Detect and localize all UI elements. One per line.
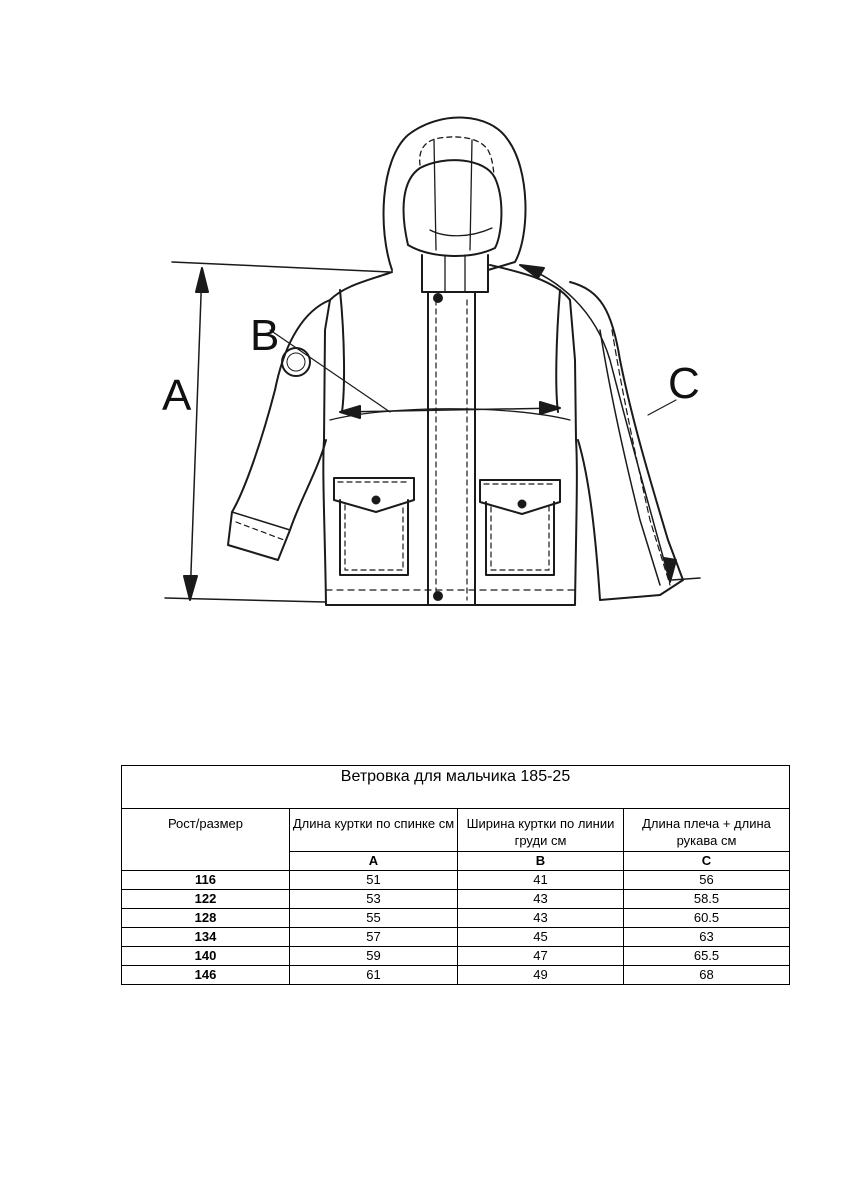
header-letter-c: C [624,852,790,871]
table-row [122,966,790,985]
value-c: 68 [624,966,790,985]
header-length-back: Длина куртки по спинке см [290,809,458,852]
value-b: 49 [458,966,624,985]
table-row [122,928,790,947]
value-c: 63 [624,928,790,947]
size-cell: 134 [122,928,290,947]
size-cell: 140 [122,947,290,966]
size-cell: 146 [122,966,290,985]
size-table [121,765,790,985]
value-b: 45 [458,928,624,947]
table-title: Ветровка для мальчика 185-25 [122,766,790,809]
value-a: 59 [290,947,458,966]
value-b: 47 [458,947,624,966]
value-c: 58.5 [624,890,790,909]
size-cell: 128 [122,909,290,928]
right-sleeve [570,282,683,600]
size-cell: 122 [122,890,290,909]
value-a: 53 [290,890,458,909]
value-a: 51 [290,871,458,890]
value-c: 56 [624,871,790,890]
table-row [122,871,790,890]
value-c: 60.5 [624,909,790,928]
value-a: 57 [290,928,458,947]
size-cell: 116 [122,871,290,890]
table-row [122,890,790,909]
header-letter-a: A [290,852,458,871]
sleeve-badge [282,348,310,376]
header-shoulder-sleeve: Длина плеча + длина рукава см [624,809,790,852]
jacket-body [323,265,577,605]
dimension-a-line [190,268,202,600]
hood-inner [404,160,502,256]
value-a: 61 [290,966,458,985]
value-b: 41 [458,871,624,890]
header-chest-width: Ширина куртки по линии груди см [458,809,624,852]
table-row [122,947,790,966]
left-pocket [334,478,414,575]
value-b: 43 [458,890,624,909]
header-letter-b: B [458,852,624,871]
header-size: Рост/размер [122,809,290,871]
dimension-a-label: A [162,371,192,420]
value-b: 43 [458,909,624,928]
dimension-b-label: B [250,311,280,360]
right-pocket [480,480,560,575]
table-row [122,909,790,928]
value-a: 55 [290,909,458,928]
dimension-c-label: C [668,359,700,408]
value-c: 65.5 [624,947,790,966]
collar [422,255,488,292]
placket [428,292,475,605]
